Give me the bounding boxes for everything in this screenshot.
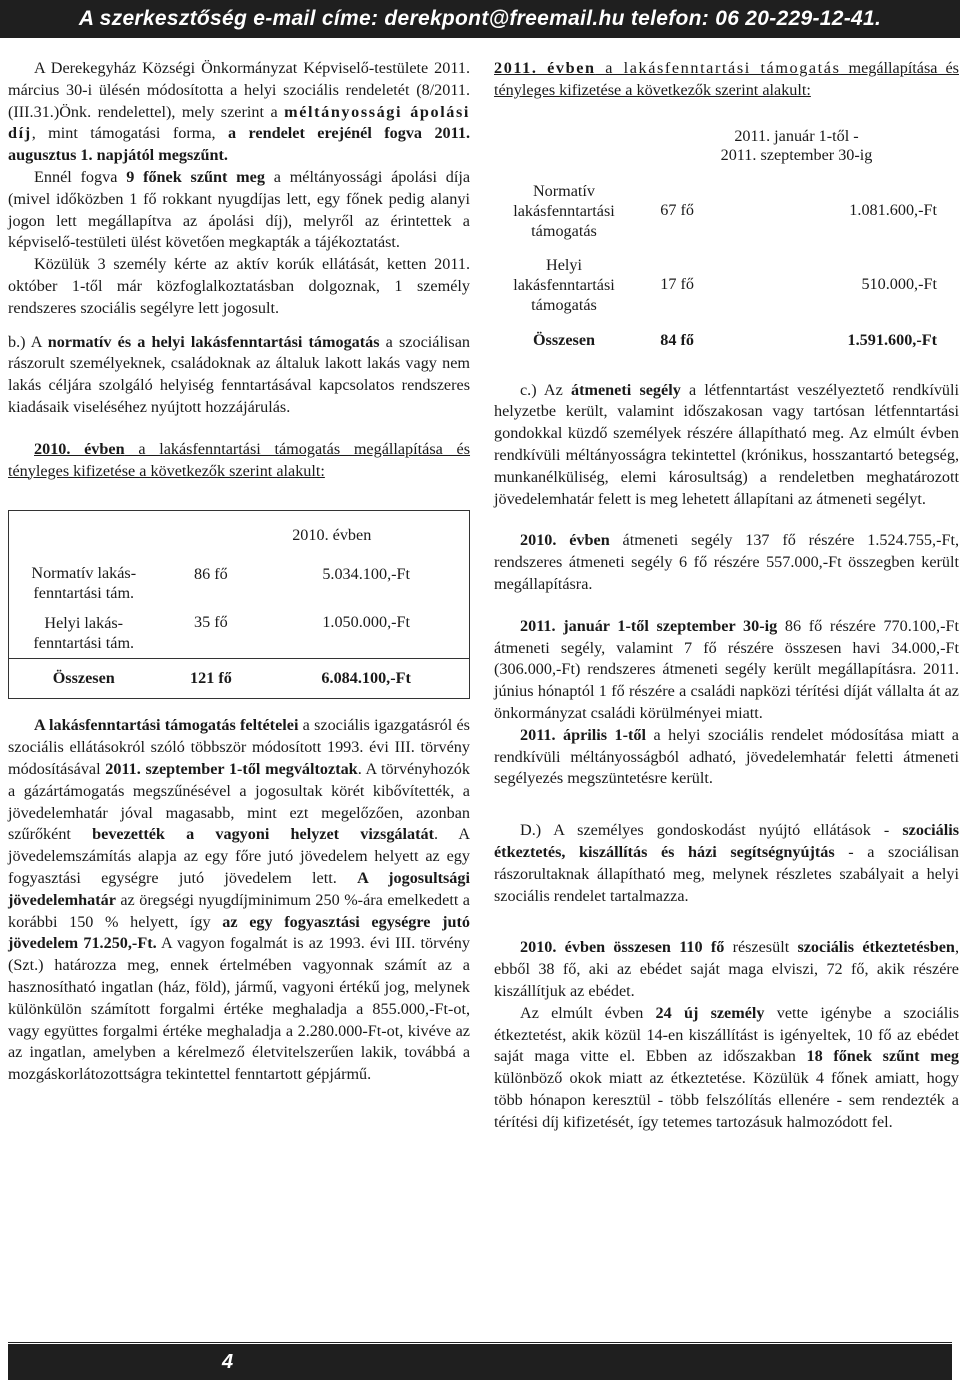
table-row: Normatív lakásfenntartási támogatás 67 fő 1.081.600,-Ft [513, 181, 937, 240]
paragraph-council-decision: A Derekegyház Községi Önkormányzat Képviselő-testülete 2011. március 30-i ülésén módosította a helyi szociális rendeletét (8/2011.(III.31.)Önk. rendelettel), mely szerint a méltányossági ápolási díj, mint támogatási forma, a rendelet erejénél fogva 2011. augusztus 1. napjától megszűnt. [8, 59, 470, 165]
table-header: 2011. január 1-től - 2011. szeptember 30-ig [720, 126, 873, 164]
paragraph-personal-care: D.) A személyes gondoskodást nyújtó ellátások - szociális étkeztetés, kiszállítás és házi segítségnyújtás - a szociálisan rászorultaknak állapítható meg, melynek részletes szabályait a helyi szociális rendelet tartalmazza. [494, 821, 960, 905]
page-number: 4 [222, 1351, 234, 1373]
paragraph-follow-up: Közülük 3 személy kérte az aktív korúk ellátását, ketten 2011. október 1-től már közfoglalkoztatásban dolgoznak, 1 személy rendszeres szociális segélyre lett jogosult. [8, 255, 470, 317]
emphasis-termination-date: a rendelet erejénél fogva 2011. augusztus 1. napjától megszűnt. [8, 124, 470, 165]
paragraph-aid-2010: 2010. évben átmeneti segély 137 fő részére 1.524.755,-Ft, rendszeres átmeneti segély 6 fő részére 557.000,-Ft összegben került megállapításra. [494, 531, 960, 593]
paragraph-2011-intro: 2011. évben a lakásfenntartási támogatás megállapítása és tényleges kifizetése a következők szerint alakult: [494, 59, 959, 99]
emphasis-care-fee: méltányossági ápolási díj [8, 102, 470, 143]
paragraph-terminated-count: Ennél fogva 9 főnek szűnt meg a méltányossági ápolási díja (mivel időközben 1 fő rokkant nyugdíjas lett, egy főnek pedig alanyi jogon lett megállapítva az ápolási díj), melyről az érintettek a képviselő-testületi ülést követően megkapták a tájékoztatást. [8, 167, 470, 252]
paragraph-temporary-aid: c.) Az átmeneti segély a létfenntartást veszélyeztető rendkívüli helyzetbe került, valamint időszakosan vagy tartósan létfenntartási gondokkal küzdő személyek részére állapítható meg. Az elmúlt évben rendkívüli méltányosságra tekintettel (krónikus, hosszantartó betegség, munkanélküliség, elemi károsultság) a rendeletben meghatározott jövedelemhatár felett is meg lehetett állapítani az átmeneti segélyt. [494, 380, 960, 508]
page-header [0, 0, 960, 38]
paragraph-conditions-2011: A lakásfenntartási támogatás feltételei a szociális igazgatásról és szociális ellátásokról szóló többször módosított 1993. évi III. törvény módosításával 2011. szeptember 1-től megváltoztak. A törvényhozók a gázártámogatás megszűnésével a jogosultak körét kibővítették, a jövedelemhatár jóval magasabb, mint ezt megelőzően, azonban szűrőként bevezették a vagyoni helyzet vizsgálatát. A jövedelemszámítás alapja az egy főre jutó jövedelem helyett az egy fogyasztási egységre jutó jövedelem lett. A jogosultsági jövedelemhatár az öregségi nyugdíjminimum 250 %-ára emelkedett a korábbi 150 % helyett, így az egy fogyasztási egységre jutó jövedelem 71.250,-Ft. A vagyon fogalmát is az 1993. évi III. törvény (Szt.) határozza meg, ennek értelmében vagyonnak számít az a hasznosítható ingatlan (ház, föld), jármű, vagyoni értékű jog, melynek különkülön számított forgalmi értéke meghaladja a 855.000,-Ft-ot, vagy együttes forgalmi értéke meghaladja a 2.280.000-Ft-ot, kivéve az az ingatlan, amelyben a kérelmező életvitelszerűen lakik, továbbá a mozgáskorlátozottságra tekintettel fenntartott gépjármű. [8, 716, 471, 1084]
table-row: Normatív lakás- fenntartási tám. 86 fő 5.034.100,-Ft [31, 563, 411, 602]
paragraph-housing-support-definition: b.) A normatív és a helyi lakásfenntartási támogatás a szociálisan rászorult személyeknek, családoknak az általuk lakott lakás vagy nem lakás céljára szolgáló helyiség fenntartásával kapcsolatos rendszeres kiadásaik viseléséhez nyújtott hozzájárulás. [8, 332, 471, 416]
table-2010-housing-support [8, 510, 470, 699]
table-total-row: Összesen 121 fő 6.084.100,-Ft [9, 659, 470, 699]
table-row: Helyi lakás- fenntartási tám. 35 fő 1.050.000,-Ft [33, 612, 411, 652]
table-total-row: Összesen 84 fő 1.591.600,-Ft [532, 331, 937, 350]
paragraph-meals-2010: 2010. évben összesen 110 fő részesült szociális étkeztetésben, ebből 38 fő, aki az ebédet saját maga elviszi, 72 fő, akik részére kiszállítjuk az ebédet. [494, 938, 959, 1000]
paragraph-2010-intro: 2010. évben a lakásfenntartási támogatás megállapítása és tényleges kifizetése a következők szerint alakult: [8, 439, 471, 480]
footer-divider [8, 1342, 952, 1343]
header-contact-text: A szerkesztőség e-mail címe: derekpont@freemail.hu telefon: 06 20-229-12-41. [78, 7, 882, 30]
page-footer [8, 1344, 952, 1380]
table-row: Helyi lakásfenntartási támogatás 17 fő 510.000,-Ft [513, 255, 937, 314]
table-2011-housing-support [494, 118, 959, 360]
paragraph-aid-2011: 2011. január 1-től szeptember 30-ig 86 fő részére 770.100,-Ft átmeneti segély, valamint 7 fő részére összesen havi 34.000,-Ft (306.000,-Ft) rendszeres átmeneti segély került megállapításra. 2011. június hónaptól 1 fő részére a családi napközi térítési díját vállalta át az önkormányzat családi körülményei miatt. [494, 616, 959, 722]
left-column [8, 58, 470, 1086]
paragraph-rule-change: 2011. április 1-től a helyi szociális rendelet módosítása miatt a rendkívüli méltányosságból adható, jövedelemhatár feletti átmeneti segélyezés megszüntetésre került. [494, 725, 959, 788]
paragraph-meals-new: Az elmúlt évben 24 új személy vette igénybe a szociális étkeztetést, akik közül 14-en kiszállítást is igényeltek, 10 fő az ebédet saját maga vitte el. Ebben az időszakban 18 főnek szűnt meg különböző okok miatt az étkeztetése. Közülük 4 főnek amiatt, hogy több hónapon keresztül - több felszólítás ellenére - sem rendezték a térítési díj kifizetését, így tetemes tartozásuk halmozódott fel. [494, 1003, 959, 1131]
right-column [494, 58, 959, 1134]
table-header: 2010. évben [292, 525, 372, 544]
